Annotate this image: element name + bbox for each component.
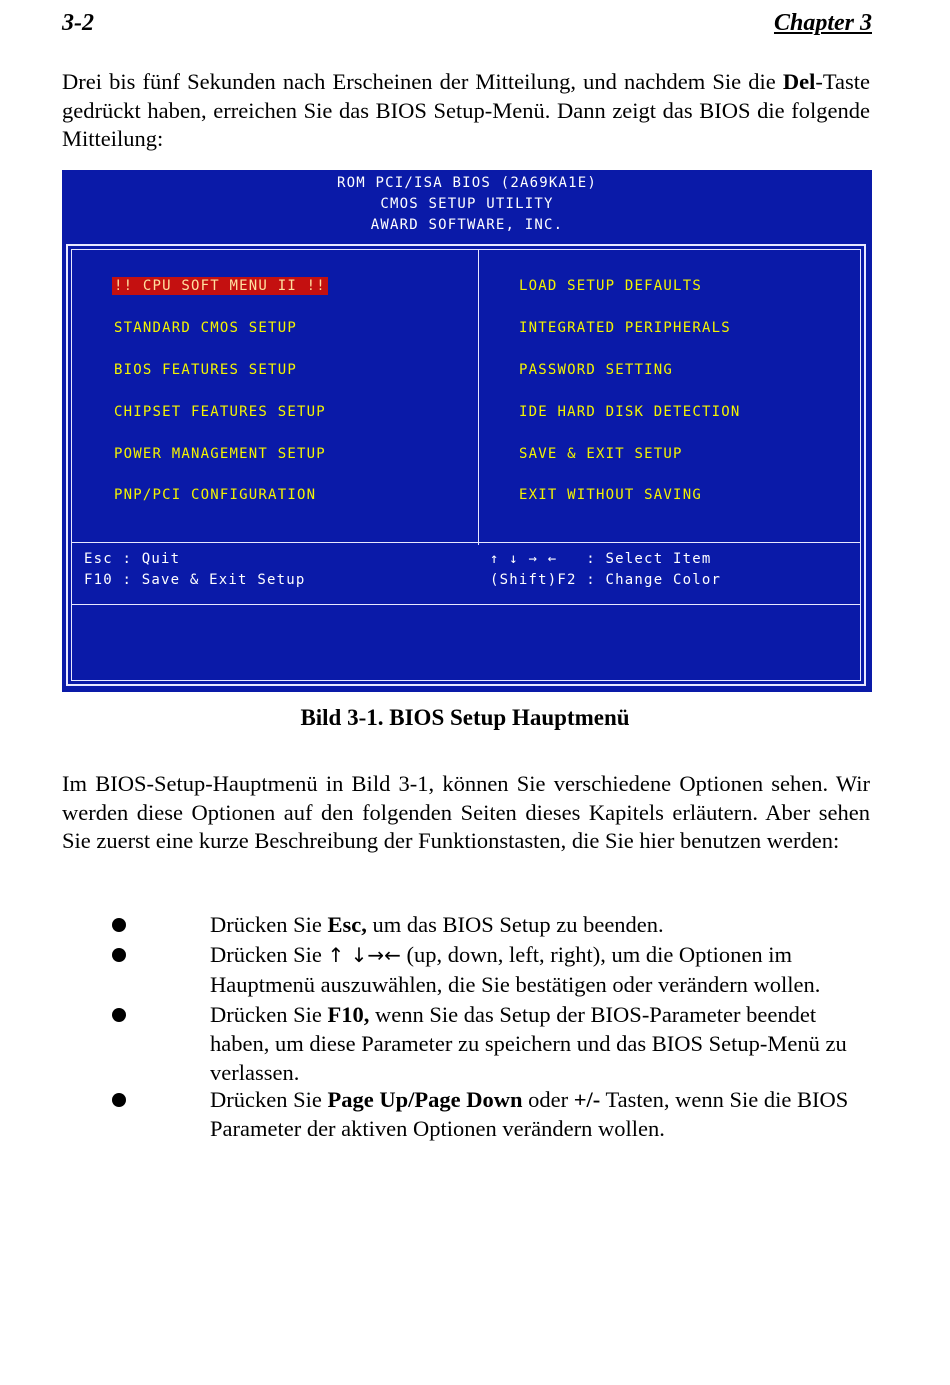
menu-power-management-setup[interactable]: POWER MANAGEMENT SETUP	[114, 446, 326, 462]
chapter-title: Chapter 3	[773, 10, 872, 36]
bullet-esc	[210, 910, 872, 939]
figure-caption: Bild 3-1. BIOS Setup Hauptmenü	[300, 705, 630, 730]
intro-del-key: Del	[782, 69, 816, 94]
bullet-page-up-down	[210, 1085, 872, 1143]
bios-menu-frame	[66, 244, 866, 686]
menu-password-setting[interactable]: PASSWORD SETTING	[519, 362, 674, 378]
menu-chipset-features-setup[interactable]: CHIPSET FEATURES SETUP	[114, 404, 326, 420]
bios-inner-frame	[71, 249, 861, 681]
bullet-f10	[210, 1000, 872, 1087]
menu-load-setup-defaults[interactable]: LOAD SETUP DEFAULTS	[519, 278, 702, 294]
intro-text-1: Drei bis fünf Sekunden nach Erscheinen der Mitteilung, und nachdem Sie die	[62, 69, 783, 94]
bullet-key-esc: Esc,	[327, 912, 367, 937]
bios-title-1: ROM PCI/ISA BIOS (2A69KA1E)	[337, 175, 597, 191]
menu-integrated-peripherals[interactable]: INTEGRATED PERIPHERALS	[519, 320, 731, 336]
menu-footer-divider	[72, 542, 860, 543]
bullet-dot	[112, 1008, 126, 1022]
body-paragraph: Im BIOS-Setup-Hauptmenü in Bild 3-1, können Sie verschiedene Optionen sehen. Wir werden diese Optionen auf den folgenden Seiten dieses Kapitels erläutern. Aber sehen Sie zuerst eine kurze Beschreibung der Funktionstasten, die Sie hier benutzen werden:	[62, 771, 870, 853]
bullet-text-mid: oder	[522, 1087, 574, 1112]
menu-exit-without-saving[interactable]: EXIT WITHOUT SAVING	[519, 487, 702, 503]
menu-ide-hard-disk-detection[interactable]: IDE HARD DISK DETECTION	[519, 404, 741, 420]
bullet-dot	[112, 948, 126, 962]
bullet-text-post: (up, down, left, right), um die Optionen im Hauptmenü auszuwählen, die Sie bestätigen oder verändern wollen.	[210, 942, 821, 997]
bullet-key-f10: F10,	[327, 1002, 370, 1027]
menu-cpu-soft-menu[interactable]: !! CPU SOFT MENU II !!	[114, 278, 326, 294]
bullet-key-page: Page Up/Page Down	[327, 1087, 523, 1112]
footer-f10-save-exit: F10 : Save & Exit Setup	[84, 572, 306, 588]
intro-text-2: -Taste gedrückt haben, erreichen Sie das BIOS Setup-Menü. Dann zeigt das BIOS die folgende Mitteilung:	[62, 69, 870, 151]
menu-standard-cmos-setup[interactable]: STANDARD CMOS SETUP	[114, 320, 297, 336]
menu-pnp-pci-configuration[interactable]: PNP/PCI CONFIGURATION	[114, 487, 317, 503]
footer-esc-quit: Esc : Quit	[84, 551, 181, 567]
bios-title-3: AWARD SOFTWARE, INC.	[370, 217, 564, 233]
arrow-keys-icon: ↑ ↓→←	[327, 943, 401, 967]
menu-bios-features-setup[interactable]: BIOS FEATURES SETUP	[114, 362, 297, 378]
bios-setup-screen	[62, 170, 872, 692]
menu-save-exit-setup[interactable]: SAVE & EXIT SETUP	[519, 446, 683, 462]
footer-change-color: (Shift)F2 : Change Color	[490, 572, 722, 588]
bullet-arrows	[210, 940, 872, 999]
bullet-dot	[112, 918, 126, 932]
bullet-text-pre: Drücken Sie	[210, 912, 328, 937]
bullet-dot	[112, 1093, 126, 1107]
intro-paragraph	[62, 68, 870, 154]
footer-status-divider	[72, 604, 860, 605]
bullet-text-post: Tasten, wenn Sie die BIOS Parameter der aktiven Optionen verändern wollen.	[210, 1087, 849, 1141]
page-number: 3-2	[62, 10, 94, 36]
menu-column-divider	[478, 250, 479, 545]
bullet-text-pre: Drücken Sie	[210, 1087, 328, 1112]
bios-title-2: CMOS SETUP UTILITY	[380, 196, 554, 212]
bullet-text-pre: Drücken Sie	[210, 1002, 328, 1027]
bullet-text-post: um das BIOS Setup zu beenden.	[366, 912, 664, 937]
bullet-key-plus-minus: +/-	[573, 1087, 601, 1112]
footer-select-item: ↑ ↓ → ← : Select Item	[490, 551, 712, 567]
bullet-text-post: wenn Sie das Setup der BIOS-Parameter beendet haben, um diese Parameter zu speichern und das BIOS Setup-Menü zu verlassen.	[210, 1002, 847, 1085]
bullet-text-pre: Drücken Sie	[210, 942, 328, 967]
